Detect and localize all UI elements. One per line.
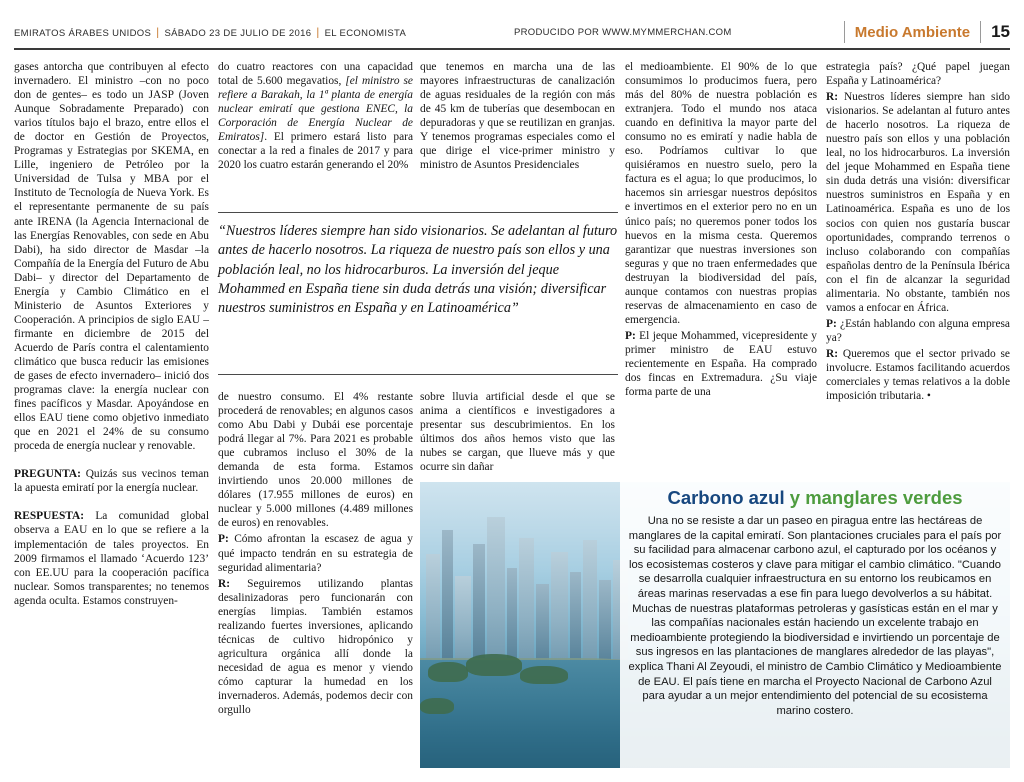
answer-label: RESPUESTA:	[14, 510, 85, 523]
column-5-question-continued: estrategia país? ¿Qué papel juegan España y Latinoamérica?	[826, 61, 1010, 88]
column-4	[625, 60, 817, 399]
column-3-top	[420, 60, 615, 172]
masthead-publication: EL ECONOMISTA	[324, 27, 407, 39]
masthead-country: EMIRATOS ÁRABES UNIDOS	[14, 27, 152, 39]
carbono-azul-title-blue: Carbono azul	[667, 487, 785, 508]
column-1-answer	[14, 509, 209, 607]
answer-label: R:	[218, 577, 231, 590]
masthead-separator-1: |	[156, 26, 160, 38]
column-1-question	[14, 467, 209, 495]
column-2-question	[218, 532, 413, 574]
carbono-azul-body	[626, 514, 1004, 718]
column-2-answer	[218, 577, 413, 717]
mangrove-patch	[520, 666, 568, 684]
question-label: P:	[625, 329, 636, 342]
carbono-azul-title	[620, 487, 1010, 509]
answer-label: R:	[826, 347, 839, 360]
mangrove-patch	[466, 654, 522, 676]
section-name: Medio Ambiente	[854, 23, 971, 41]
column-5	[826, 60, 1010, 403]
question-text: Cómo afrontan la escasez de agua y qué impacto tendrán en su estrategia de seguridad alimentaria?	[218, 533, 413, 574]
masthead-separator-2: |	[316, 26, 320, 38]
carbono-azul-paragraph: Una no se resiste a dar un paseo en piragua entre las hectáreas de manglares de la capital emiratí. Son plantaciones cruciales para el país por su facilidad para almacenar carbono azul, el capturado por los océanos y los ecosistemas costeros y clave para mitigar el cambio climático. "Cuando se desarrolla cualquier infraestructura en su entorno los reubicamos en áreas marinas reservadas a ese fin para luego devolverlos a su hábitat. Muchas de nuestras plataformas petroleras y gasísticas están en el mar y las compañías nacionales están haciendo un excelente trabajo en medioambiente protegiendo la biodiversidad e invirtiendo un porcentaje de sus ingresos en las plantaciones de manglares alrededor de las playas", explica Thani Al Zeyoudi, el ministro de Cambio Climático y Medioambiente de EAU. El país tiene en marcha el Proyecto Nacional de Carbono Azul para ayudar a un mejor entendimiento del potencial de su ecosistema marino costero.	[628, 515, 1002, 717]
question-label: P:	[218, 533, 229, 546]
answer-label: R:	[826, 91, 839, 104]
column-5-answer-2	[826, 347, 1010, 403]
answer-text: Queremos que el sector privado se involucre. Estamos facilitando acuerdos comerciales y temas relativos a la doble imposición tributaria. •	[826, 347, 1010, 403]
pullquote: “Nuestros líderes siempre han sido visionarios. Se adelantan al futuro antes de hacerlo nosotros. La riqueza de nuestro país son ellos y una población leal, no los hidrocarburos. La inversión del jeque Mohammed en España tiene sin duda detrás una visión; diversificar nuestros suministros en España y en Latinoamérica”	[218, 223, 618, 317]
question-text: El jeque Mohammed, vicepresidente y primer ministro de EAU estuvo recientemente en España. Ha comprado dos fincas en Extremadura. ¿Su viaje forma parte de una	[625, 329, 817, 399]
column-3-bottom	[420, 390, 615, 474]
column-2-bottom	[218, 390, 413, 717]
column-3-paragraph-1: que tenemos en marcha una de las mayores infraestructuras de canalización de aguas residuales de la región con más de 45 km de tuberías que desembocan en depuradoras y que se reutilizan en granjas. Y tenemos programas especiales como el que dirige el vice-primer ministro y ministro de Asuntos Presidenciales	[420, 61, 615, 172]
column-2-text-a: do cuatro reactores con una capacidad total de 5.600 megavatios,	[218, 61, 413, 88]
mangrove-patch	[420, 698, 454, 714]
column-4-question	[625, 329, 817, 399]
column-1	[14, 60, 209, 608]
masthead	[14, 18, 1010, 48]
pullquote-rule-bottom	[218, 374, 618, 375]
column-4-paragraph-1: el medioambiente. El 90% de lo que consumimos lo producimos fuera, pero más del 80% de nuestra población es extranjera. Todo el mundo nos ataca cuando en definitiva la mayor parte del consumo no es emiratí y nadie habla de eso. Podríamos cultivar lo que quisiéramos en nuestro suelo, pero la factura es el agua; lo que producimos, lo hacemos sin arriesgar nuestros depósitos e invertimos en el exterior pero no en un único país; no queremos poner todos los huevos en la misma cesta. Queremos garantizar que nuestras inversiones son seguras y que no traen enfermedades que destruyan la biodiversidad del país, aunque contamos con nuestras propias reservas de almacenamiento en caso de emergencia.	[625, 61, 817, 326]
answer-text: Nuestros líderes siempre han sido visionarios. Se adelantan al futuro antes de hacerlo nosotros. La riqueza de nuestro país son ellos y una población leal, no los hidrocarburos. La inversión del jeque Mohammed en España tiene sin duda detrás una visión: diversificar nuestros suministros en España y en Latinoamérica. España es uno de los socios con quien nos gustaría buscar oportunidades, comprando terrenos o incluso colaborando con compañías españolas dentro de la Península Ibérica con el fin de alcanzar la seguridad alimentaria. No obstante, también nos vamos a enfocar en África.	[826, 91, 1010, 314]
question-label: P:	[826, 317, 837, 330]
answer-text: Seguiremos utilizando plantas desalinizadoras pero funcionarán con energías limpias. También estamos realizando fuertes inversiones, aplicando técnicas de cultivo hidropónico y agricultura orgánica allí donde la necesidad de agua es menor y viendo cómo capturar la humedad en los invernaderos. Además, podemos decir con orgullo	[218, 577, 413, 717]
column-1-paragraph-1: gases antorcha que contribuyen al efecto invernadero. El ministro –con no poco don de gentes– es todo un JASP (Joven Aunque Sobradamente Preparado) con varios títulos bajo el brazo, entre ellos el de doctor en Gestión de Proyectos, Programas y Estrategias por SKEMA, en Lille, ingeniero de Petróleo por la Universidad de Tulsa y MBA por el Instituto de Tecnología de Nueva York. Es el representante permanente de su país ante IRENA (la Agencia Internacional de las Energías Renovables, con sede en Abu Dabi), ha sido director de Masdar –la Compañía de la Energía del Futuro de Abu Dabi– y director del Departamento de Energía y Cambio Climático en el Ministerio de Asuntos Exteriores y Cooperación. A principios de siglo EAU –firmante en diciembre de 2015 del Acuerdo de París contra el calentamiento climático que busca reducir las emisiones de gases de efecto invernadero– inició dos programas clave: la energía nuclear con fines pacíficos y Masdar. Apoyándose en ellos EAU tiene como objetivo inmediato que en 2021 el 24% de su consumo proceda de energía nuclear y renovable.	[14, 61, 209, 453]
column-2-paragraph-2: de nuestro consumo. El 4% restante procederá de renovables; en algunos casos como Abu Dabi y Dubái ese porcentaje podrá llegar al 7%. Para 2021 es probable que cubramos incluso el 30% de la demanda de esta forma. Estamos invirtiendo unos 20.000 millones de dólares (17.955 millones de euros) en nuclear y 5.000 millones (4.489 millones de euros) en renovables.	[218, 391, 413, 530]
column-2-editorial-note: [el ministro se refiere a Barakah, la 1ª planta de energía nuclear emiratí que gestiona ENEC, la Corporación de Energía Nuclear de Emiratos]	[218, 75, 413, 144]
masthead-left	[14, 28, 406, 39]
question-text: ¿Están hablando con alguna empresa ya?	[826, 317, 1010, 344]
carbono-azul-photo-panel	[420, 482, 1010, 768]
masthead-date: SÁBADO 23 DE JULIO DE 2016	[164, 27, 312, 39]
column-2-text-b: . El primero estará listo para conectar a la red a finales de 2017 y para 2020 los cuatro estarán generando el 20%	[218, 131, 413, 172]
masthead-right	[834, 18, 1010, 46]
page-number: 15	[991, 22, 1010, 41]
column-5-question-2	[826, 317, 1010, 345]
column-2-top	[218, 60, 413, 172]
pullquote-rule-top	[218, 212, 618, 213]
mangrove-patch	[428, 662, 468, 682]
question-label: PREGUNTA:	[14, 468, 81, 481]
column-3-paragraph-2: sobre lluvia artificial desde el que se anima a científicos e investigadores a presentar sus descubrimientos. En los últimos dos años hemos visto que las nubes se cargan, que llueve más y que ocurre sin dañar	[420, 391, 615, 474]
carbono-azul-title-green: y manglares verdes	[784, 487, 963, 508]
carbono-azul-textbox	[620, 482, 1010, 768]
column-5-answer-1	[826, 90, 1010, 315]
answer-text: La comunidad global observa a EAU en lo que se refiere a la implementación de tales proyectos. En 2009 firmamos el llamado ‘Acuerdo 123’ con EE.UU para la cooperación pacífica nuclear. Somos transparentes; no tenemos agenda oculta. Estamos construyen-	[14, 510, 209, 607]
masthead-producer: PRODUCIDO POR WWW.MYMMERCHAN.COM	[514, 27, 732, 38]
column-2-paragraph-1	[218, 60, 413, 172]
masthead-divider-right	[980, 21, 981, 43]
masthead-divider-left	[844, 21, 845, 43]
masthead-rule	[14, 48, 1010, 50]
question-text: Quizás sus vecinos teman la apuesta emiratí por la energía nuclear.	[14, 468, 209, 495]
